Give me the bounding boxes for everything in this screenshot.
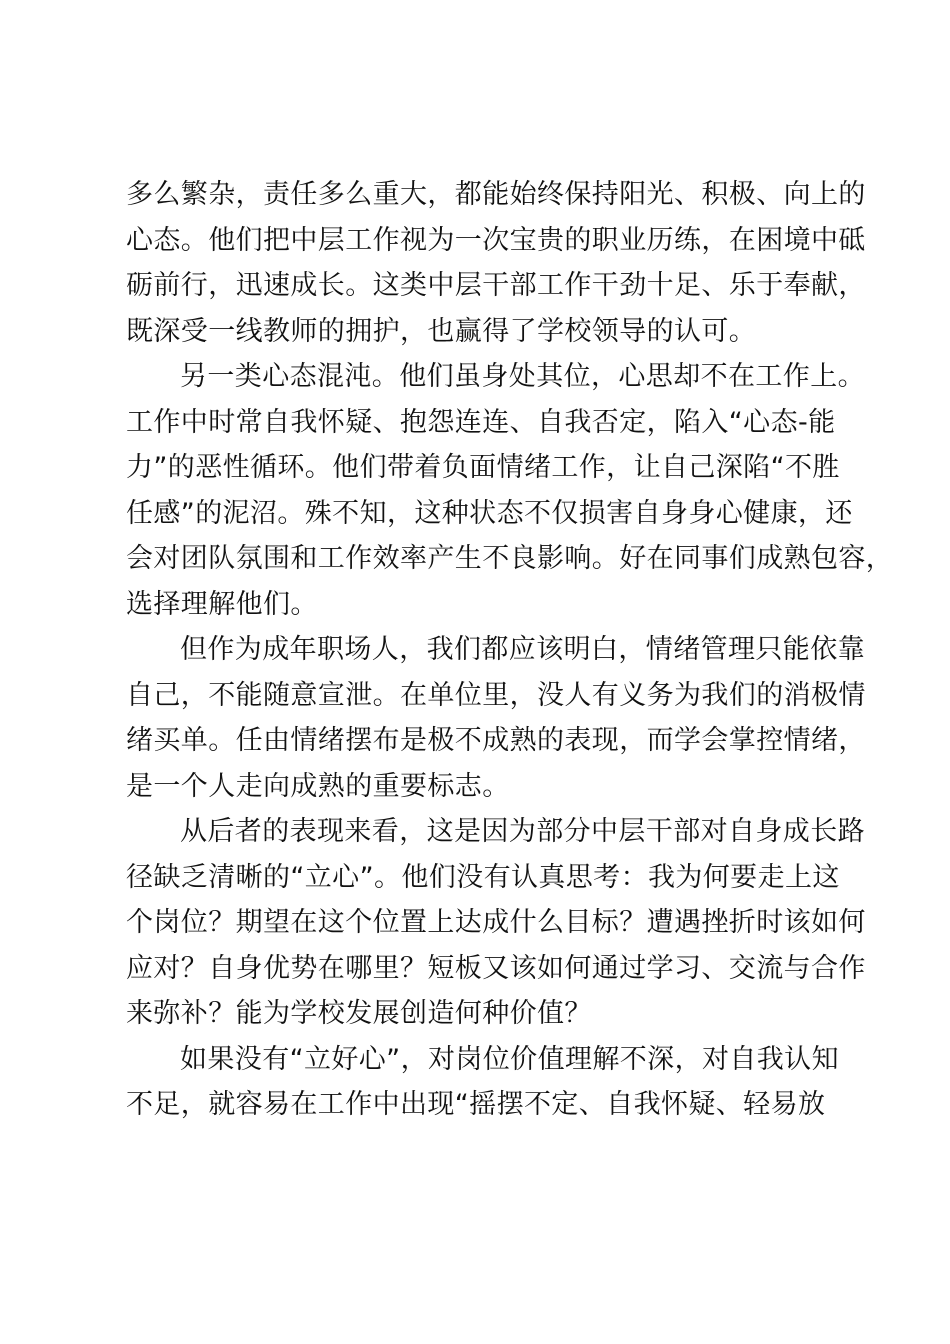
text-line: 力”的恶性循环。他们带着负面情绪工作，让自己深陷“不胜 xyxy=(126,452,840,483)
paragraph-5 xyxy=(126,1037,839,1128)
text-line: 任感”的泥沼。殊不知，这种状态不仅损害自身身心健康，还 xyxy=(126,497,853,529)
text-line: 但作为成年职场人，我们都应该明白，情绪管理只能依靠 xyxy=(180,634,865,665)
text-line: 会对团队氛围和工作效率产生不良影响。好在同事们成熟包容， xyxy=(126,543,894,574)
paragraph-2 xyxy=(126,354,894,627)
text-line: 另一类心态混沌。他们虽身处其位，心思却不在工作上。 xyxy=(180,361,865,392)
text-line: 自己，不能随意宣泄。在单位里，没人有义务为我们的消极情 xyxy=(126,679,866,711)
text-line: 多么繁杂，责任多么重大，都能始终保持阳光、积极、向上的 xyxy=(126,179,866,210)
text-line: 径缺乏清晰的“立心”。他们没有认真思考：我为何要走上这 xyxy=(126,861,840,893)
paragraph-4 xyxy=(126,809,866,1037)
paragraph-1 xyxy=(126,172,866,354)
text-line: 来弥补？能为学校发展创造何种价值？ xyxy=(126,998,592,1029)
text-line: 是一个人走向成熟的重要标志。 xyxy=(126,770,510,802)
text-line: 心态。他们把中层工作视为一次宝贵的职业历练，在困境中砥 xyxy=(126,224,866,256)
paragraph-3 xyxy=(126,627,866,809)
text-line: 不足，就容易在工作中出现“摇摆不定、自我怀疑、轻易放 xyxy=(126,1089,826,1120)
text-line: 既深受一线教师的拥护，也赢得了学校领导的认可。 xyxy=(126,315,757,347)
text-line: 砺前行，迅速成长。这类中层干部工作干劲十足、乐于奉献， xyxy=(126,270,866,301)
text-line: 选择理解他们。 xyxy=(126,588,318,620)
text-line: 如果没有“立好心”，对岗位价值理解不深，对自我认知 xyxy=(180,1043,839,1075)
text-line: 从后者的表现来看，这是因为部分中层干部对自身成长路 xyxy=(180,816,865,847)
text-line: 绪买单。任由情绪摆布是极不成熟的表现，而学会掌控情绪， xyxy=(126,725,866,756)
text-line: 个岗位？期望在这个位置上达成什么目标？遭遇挫折时该如何 xyxy=(126,907,866,938)
text-line: 应对？自身优势在哪里？短板又该如何通过学习、交流与合作 xyxy=(126,952,866,984)
body-text xyxy=(126,172,894,1128)
text-line: 工作中时常自我怀疑、抱怨连连、自我否定，陷入“心态-能 xyxy=(126,406,836,438)
